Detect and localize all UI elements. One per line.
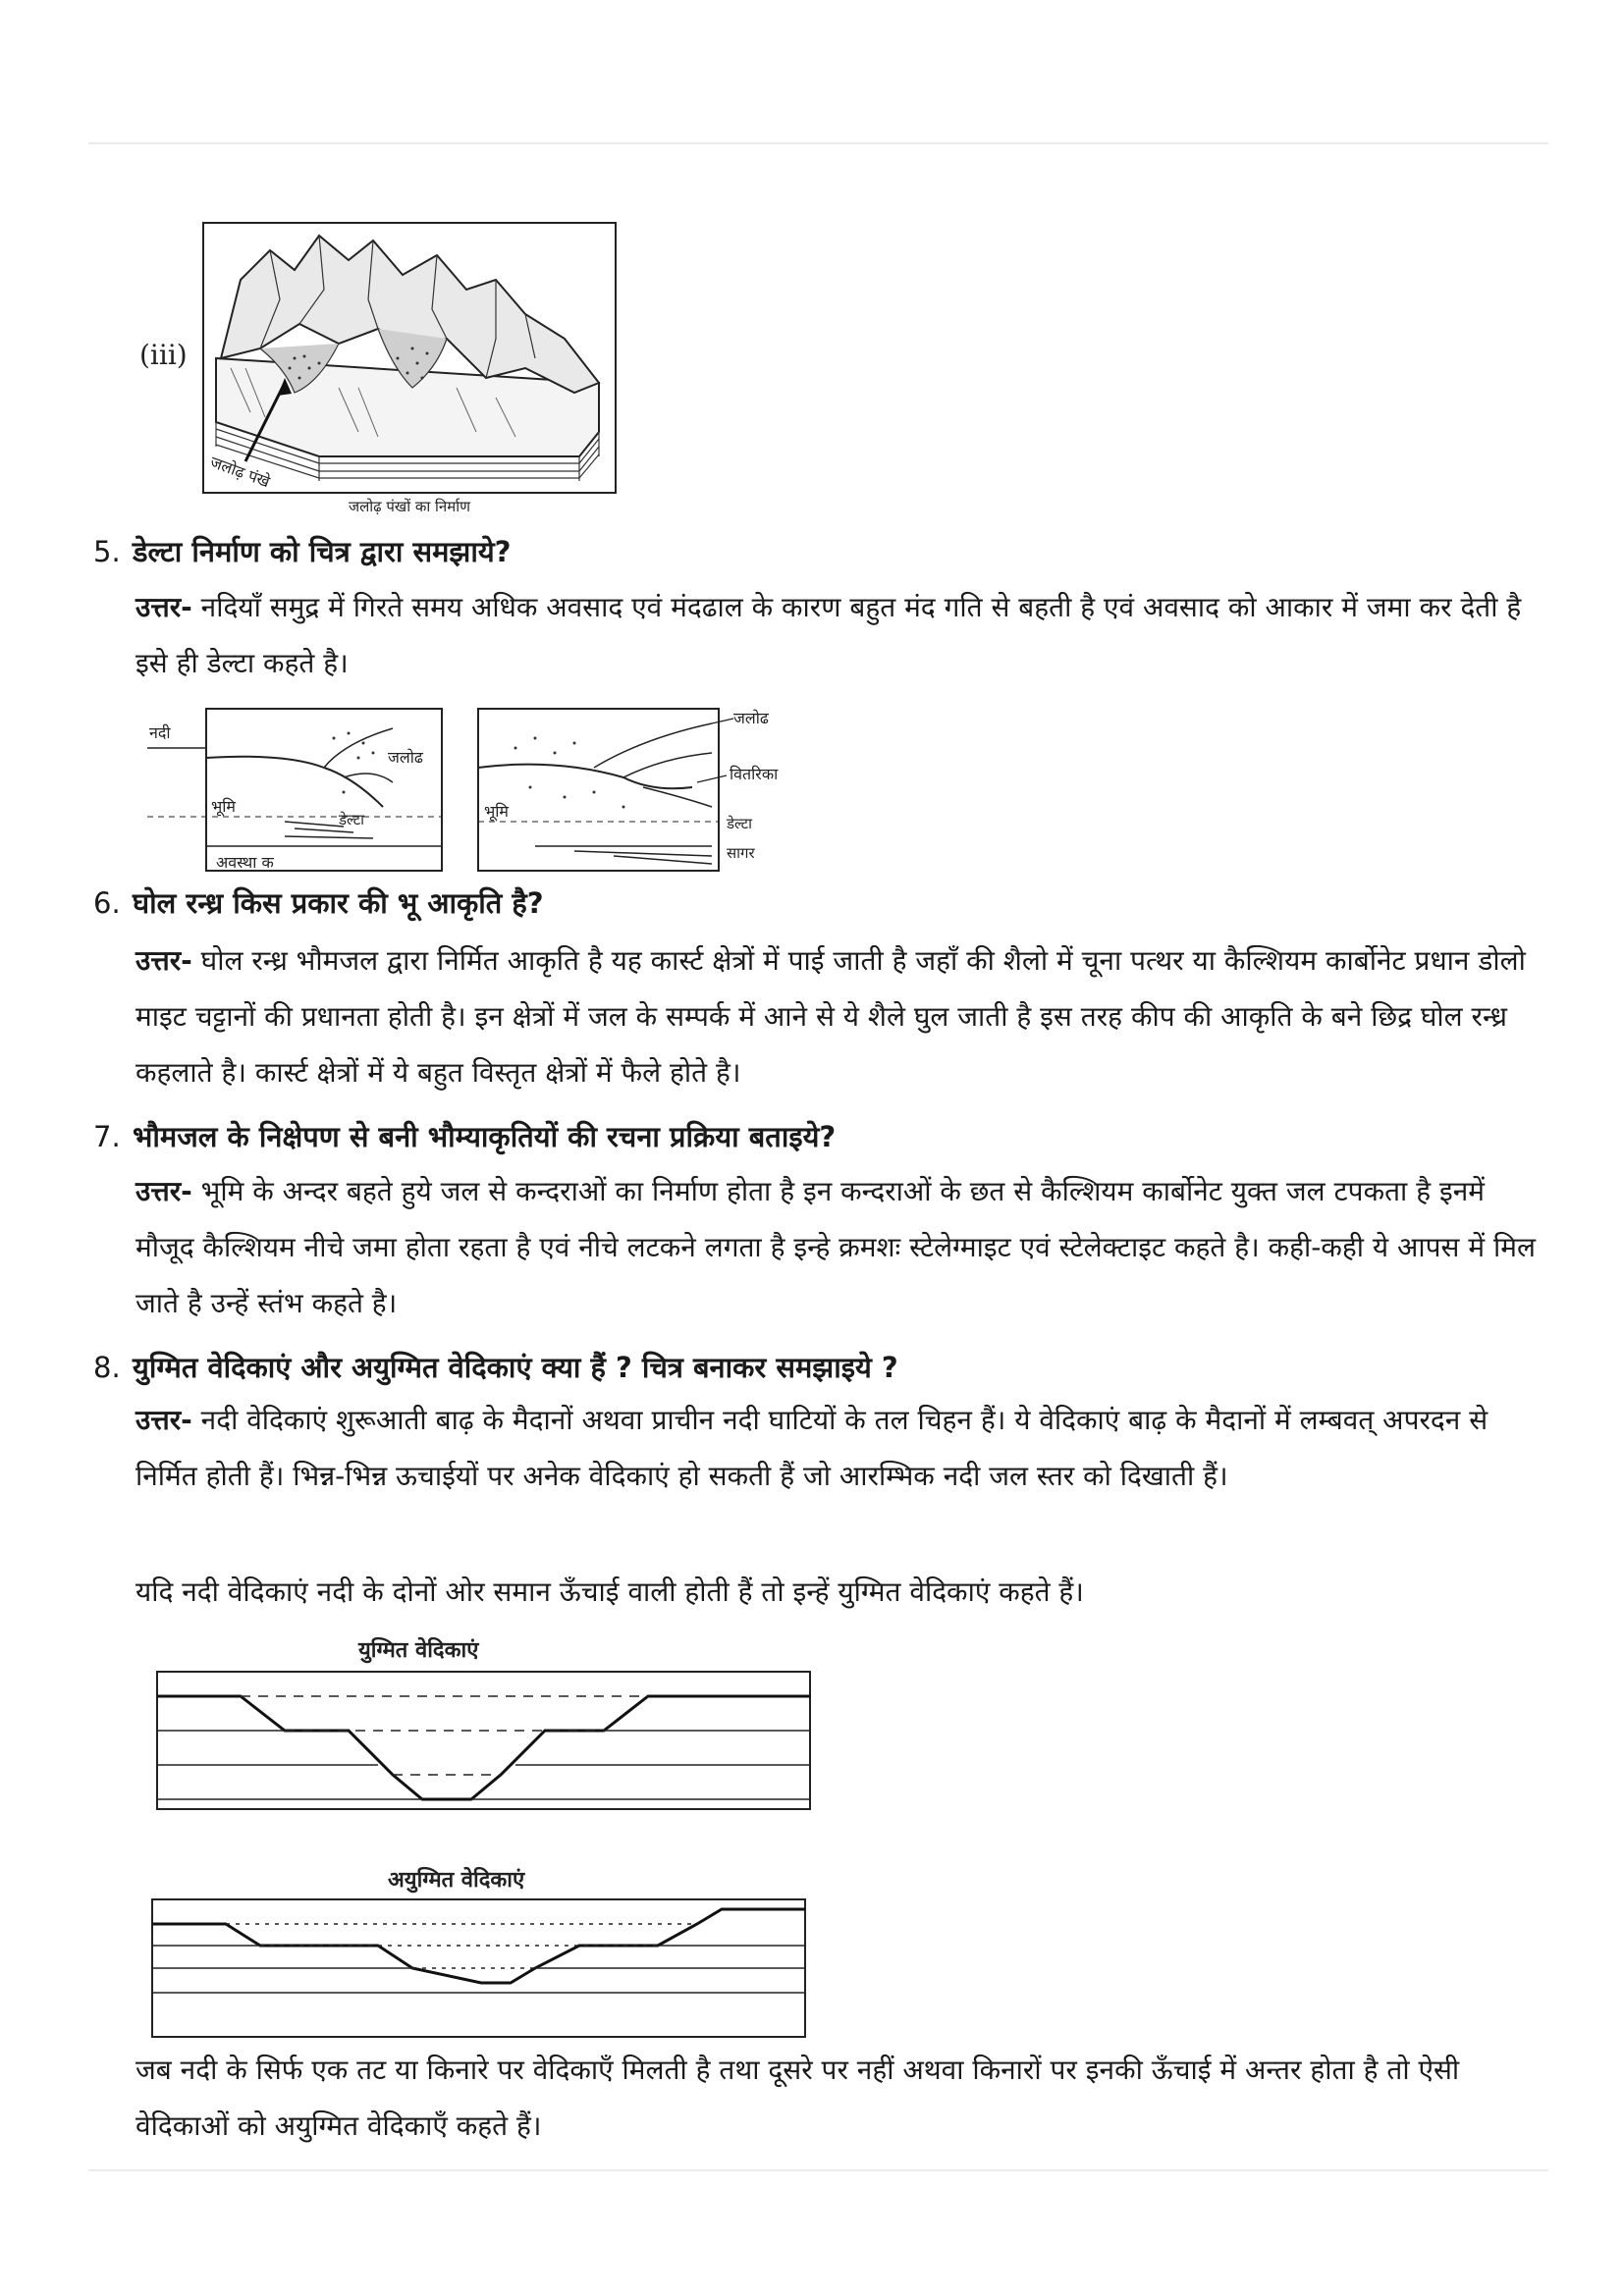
delta-hatch <box>206 822 442 846</box>
unpaired-terraces-figure <box>147 1855 815 2052</box>
answer-text: नदी वेदिकाएं शुरूआती बाढ़ के मैदानों अथवा प्राचीन नदी घाटियों के तल चिहन हैं। ये वेदिकाएं बाढ़ के मैदानों में लम्बवत् अपरदन से निर्मित होती हैं। भिन्न-भिन्न ऊचाईयों पर अनेक वेदिकाएं हो सकती हैं जो आरम्भिक नदी जल स्तर को दिखाती हैं। <box>135 1404 1488 1492</box>
answer-lead: उत्तर- <box>135 1175 192 1207</box>
leader-2 <box>697 775 727 782</box>
figure-marker: (iii) <box>139 339 188 371</box>
branch-1 <box>324 728 393 768</box>
stipple <box>333 732 375 794</box>
answer-7 <box>135 1163 1540 1331</box>
answer-6 <box>135 933 1540 1100</box>
question-5 <box>93 532 512 571</box>
question-number: 5. <box>93 535 121 568</box>
question-number: 6. <box>93 886 121 920</box>
strata <box>152 1946 805 1993</box>
delta-hatch <box>535 846 712 864</box>
question-text: युग्मित वेदिकाएं और अयुग्मित वेदिकाएं क्या हैं ? चित्र बनाकर समझाइये ? <box>133 1351 898 1384</box>
paired-terrace-definition: यदि नदी वेदिकाएं नदी के दोनों ओर समान ऊँचाई वाली होती हैं तो इन्हें युग्मित वेदिकाएं कहते हैं। <box>135 1575 1084 1608</box>
unpaired-terraces-drawing <box>147 1855 815 2052</box>
leader-1 <box>712 719 733 723</box>
label-alluvium: जलोढ <box>388 748 423 767</box>
question-6 <box>93 883 544 923</box>
label-delta: डेल्टा <box>339 811 365 828</box>
valley-profile <box>157 1696 810 1799</box>
label-delta: डेल्टा <box>727 815 753 832</box>
delta-right-drawing <box>476 699 815 876</box>
label-land: भूमि <box>211 797 236 816</box>
label-distributary: वितरिका <box>730 765 779 783</box>
answer-lead: उत्तर- <box>135 944 192 977</box>
branch-3 <box>643 787 712 807</box>
answer-lead: उत्तर- <box>135 1404 192 1436</box>
answer-lead: उत्तर- <box>135 591 192 623</box>
fan-arrow-label: जलोढ़ पंखे <box>207 452 273 492</box>
label-river: नदी <box>149 723 171 742</box>
branch-1 <box>594 723 712 768</box>
question-text: डेल्टा निर्माण को चित्र द्वारा समझाये? <box>133 535 512 568</box>
unpaired-terrace-definition: जब नदी के सिर्फ एक तट या किनारे पर वेदिकाएँ मिलती है तथा दूसरे पर नहीं अथवा किनारों पर इनकी ऊँचाई में अन्तर होता है तो ऐसी वेदिकाओं को अयुग्मित वेदिकाएँ कहते हैं। <box>135 2054 1460 2142</box>
alluvial-fan-figure <box>201 221 623 515</box>
label-land: भूमि <box>484 802 509 821</box>
river-channel <box>478 765 692 789</box>
question-text: भौमजल के निक्षेपण से बनी भौम्याकृतियों की रचना प्रक्रिया बताइये? <box>133 1120 837 1153</box>
label-alluvium: जलोढ <box>733 709 769 727</box>
label-sea: सागर <box>727 844 755 862</box>
question-8 <box>93 1348 898 1387</box>
paired-title: युग्मित वेदिकाएं <box>358 1638 479 1663</box>
figure-caption: जलोढ़ पंखों का निर्माण <box>349 498 470 515</box>
answer-text: नदियाँ समुद्र में गिरते समय अधिक अवसाद एवं मंदढाल के कारण बहुत मंद गति से बहती है एवं अवसाद को आकार में जमा कर देती है इसे ही डेल्टा कहते है। <box>135 591 1522 679</box>
question-text: घोल रन्ध्र किस प्रकार की भू आकृति है? <box>133 886 544 920</box>
answer-5 <box>135 579 1540 691</box>
water-levels <box>241 1696 648 1775</box>
unpaired-title: अयुग्मित वेदिकाएं <box>388 1868 525 1893</box>
answer-8 <box>135 1392 1540 1504</box>
bottom-divider <box>88 2169 1548 2171</box>
top-divider <box>88 142 1548 144</box>
delta-diagram-left <box>147 699 447 876</box>
paired-terraces-drawing <box>147 1628 815 1824</box>
answer-text: भूमि के अन्दर बहते हुये जल से कन्दराओं का निर्माण होता है इन कन्दराओं के छत से कैल्शियम कार्बोनेट युक्त जल टपकता है इनमें मौजूद कैल्शियम नीचे जमा होता रहता है एवं नीचे लटकने लगता है इन्हे क्रमशः स्टेलेग्माइट एवं स्टेलेक्टाइट कहते है। कही-कही ये आपस में मिल जाते है उन्हें स्तंभ कहते है। <box>135 1175 1536 1319</box>
question-7 <box>93 1117 836 1156</box>
answer-text: घोल रन्ध्र भौमजल द्वारा निर्मित आकृति है यह कार्स्ट क्षेत्रों में पाई जाती है जहाँ की शैलो में चूना पत्थर या कैल्शियम कार्बोनेट प्रधान डोलो माइट चट्टानों की प्रधानता होती है। इन क्षेत्रों में जल के सम्पर्क में आने से ये शैले घुल जाती है इस तरह कीप की आकृति के बने छिद्र घोल रन्ध्र कहलाते है। कार्स्ट क्षेत्रों में ये बहुत विस्तृत क्षेत्रों में फैले होते है। <box>135 944 1526 1089</box>
delta-diagram-right <box>476 699 815 876</box>
alluvial-fan-drawing <box>201 221 623 515</box>
question-number: 7. <box>93 1120 121 1153</box>
delta-left-drawing <box>147 699 447 876</box>
branch-2 <box>623 753 712 777</box>
paired-terraces-figure <box>147 1628 815 1824</box>
label-stage: अवस्था क <box>216 853 274 872</box>
question-number: 8. <box>93 1351 121 1384</box>
